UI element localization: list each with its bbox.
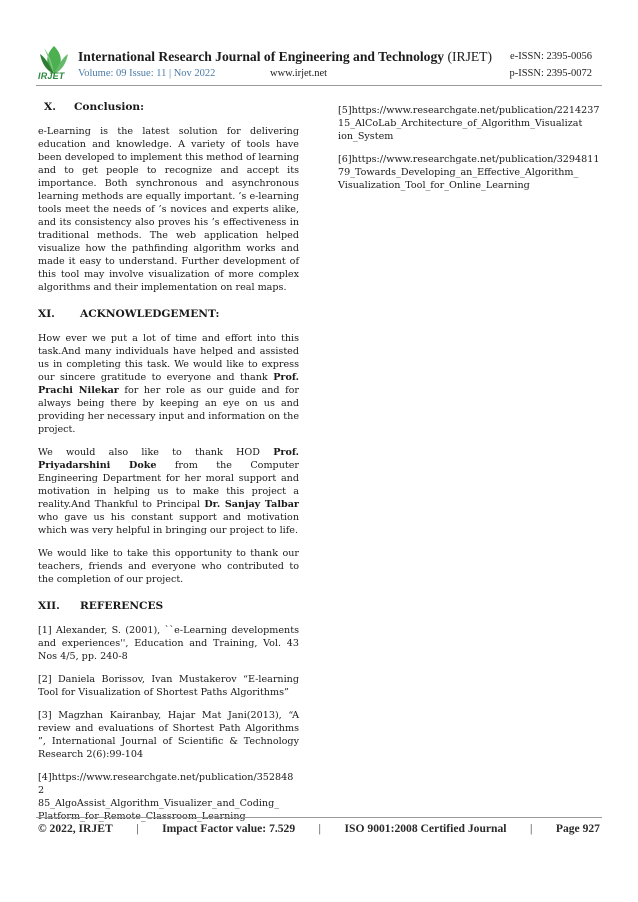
- reference-5[interactable]: [5]https://www.researchgate.net/publication/2214237 15_AlCoLab_Architecture_of_Algorithm_Visualizat ion_System: [338, 105, 600, 142]
- footer-copyright: © 2022, IRJET: [38, 822, 113, 835]
- p-issn: p-ISSN: 2395-0072: [509, 68, 592, 79]
- e-issn: e-ISSN: 2395-0056: [510, 51, 592, 62]
- reference-1: [1] Alexander, S. (2001), ``e-Learning developments and experiences'', Education and Training, Vol. 43 Nos 4/5, pp. 240-8: [38, 625, 299, 662]
- journal-title: International Research Journal of Engineering and Technology (IRJET): [78, 49, 493, 64]
- volume-issue: Volume: 09 Issue: 11 | Nov 2022: [78, 68, 216, 79]
- reference-4[interactable]: [4]https://www.researchgate.net/publication/3528482 85_AlgoAssist_Algorithm_Visualizer_and_Coding_: [38, 772, 294, 809]
- logo-wordmark: IRJET: [38, 71, 65, 81]
- journal-url[interactable]: www.irjet.net: [270, 68, 328, 79]
- section-heading-references: XII. REFERENCES: [38, 600, 164, 612]
- footer-separator: |: [318, 822, 321, 835]
- right-column: [338, 104, 600, 202]
- page-footer: [38, 822, 600, 835]
- acknowledgement-paragraph-1: How ever we put a lot of time and effort into this task.And many individuals have helped and assisted us in completing this task. We would like to express our sincere gratitude to everyone and thank Prof. Prachi Nilekar for her role as our guide and for always being there by keeping an eye on us and providing her necessary input and information on the project.: [38, 333, 299, 435]
- left-column: [38, 101, 299, 833]
- footer-iso: ISO 9001:2008 Certified Journal: [344, 822, 507, 835]
- header-divider: [36, 85, 602, 86]
- footer-page-number: Page 927: [555, 822, 600, 835]
- footer-divider: [36, 817, 602, 818]
- reference-3: [3] Magzhan Kairanbay, Hajar Mat Jani(2013), “A review and evaluations of Shortest Path Algorithms ”, International Journal of Scientific & Technology Research 2(6):99-104: [38, 710, 299, 760]
- acknowledgement-paragraph-2: We would also like to thank HOD Prof. Priyadarshini Doke from the Computer Engineering Department for her moral support and motivation in helping us to make this project a reality.And Thankful to Principal Dr. Sanjay Talbar who gave us his constant support and motivation which was very helpful in bringing our project to life.: [38, 447, 299, 536]
- acknowledgement-paragraph-3: We would like to take this opportunity to thank our teachers, friends and everyone who contributed to the completion of our project.: [38, 548, 299, 585]
- footer-separator: |: [530, 822, 533, 835]
- conclusion-paragraph: e-Learning is the latest solution for delivering education and knowledge. A variety of tools have been developed to implement this method of learning and to get people to recognize and accept its importance. Both synchronous and asynchronous learning methods are equally important. ’s e-learning tools meet the needs of ’s novices and experts alike, and its consistency also proves his ’s effectiveness in traditional methods. The web application helped visualize how the pathfinding algorithm works and made it easy to understand. Further development of this tool may involve visualization of more complex algorithms and their implementation on real maps.: [38, 126, 299, 293]
- section-heading-conclusion: X. Conclusion:: [44, 101, 145, 113]
- section-heading-acknowledgement: XI. ACKNOWLEDGEMENT:: [38, 308, 220, 320]
- reference-6[interactable]: [6]https://www.researchgate.net/publication/3294811 79_Towards_Developing_an_Effective_Algorithm_ Visualization_Tool_for_Online_Learning: [338, 154, 600, 191]
- reference-2: [2] Daniela Borissov, Ivan Mustakerov “E-learning Tool for Visualization of Shortest Paths Algorithms”: [38, 674, 299, 698]
- footer-impact-factor: Impact Factor value: 7.529: [162, 822, 296, 835]
- footer-separator: |: [136, 822, 139, 835]
